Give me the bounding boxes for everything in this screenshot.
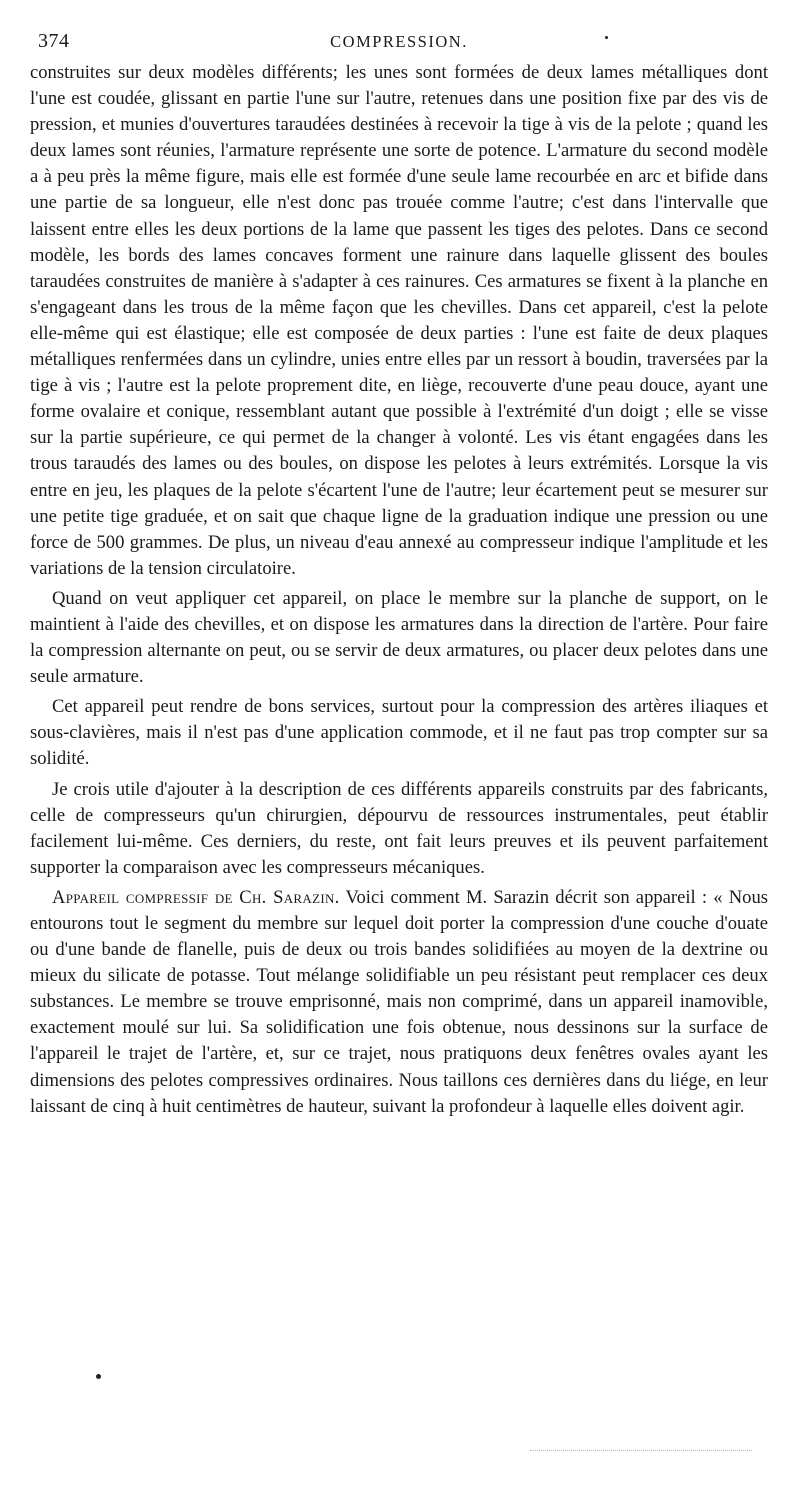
- body-text: [30, 60, 768, 1120]
- paragraph-assessment: Cet appareil peut rendre de bons services, surtout pour la compression des artères iliaques et sous-clavières, mais il n'est pas d'une application commode, et il ne faut pas trop compter sur sa solidité.: [30, 696, 768, 770]
- paragraph-application: Quand on veut appliquer cet appareil, on place le membre sur la planche de support, on le maintient à l'aide des chevilles, et on dispose les armatures dans la direction de l'artère. Pour faire la compression alternante on peut, ou se servir de deux armatures, ou placer deux pelotes dans une seule armature.: [30, 587, 768, 688]
- ink-speck: [605, 36, 608, 39]
- paragraph-armatures: construites sur deux modèles différents; les unes sont formées de deux lames métalliques dont l'une est coudée, glissant en partie l'une sur l'autre, retenues dans une position fixe par des vis de pression, et munies d'ouvertures taraudées destinées à recevoir la tige à vis de la pelote ; quand les deux lames sont réunies, l'armature représente une sorte de potence. L'armature du second modèle a à peu près la même figure, mais elle est formée d'une seule lame recourbée en arc et bifide dans une partie de sa longueur, elle n'est donc pas trouée comme l'autre; c'est dans l'intervalle que laissent entre elles les deux portions de la lame que passent les tiges des pelotes. Dans ce second modèle, les bords des lames concaves forment une rainure dans laquelle glissent des boules taraudées construites de manière à s'adapter à ces rainures. Ces armatures se fixent à la planche en s'engageant dans les trous de la même façon que les chevilles. Dans cet appareil, c'est la pelote elle-même qui est élastique; elle est composée de deux parties : l'une est faite de deux plaques métalliques renfermées dans un cylindre, unies entre elles par un ressort à boudin, traversées par la tige à vis ; l'autre est la pelote proprement dite, en liège, recouverte d'une peau douce, ayant une forme ovalaire et conique, ressemblant autant que possible à l'extrémité d'un doigt ; elle se visse sur la partie supérieure, ce qui permet de la changer à volonté. Les vis étant engagées dans les trous taraudés des lames ou des boules, on dispose les pelotes à leurs extrémités. Lorsque la vis entre en jeu, les plaques de la pelote s'écartent l'une de l'autre; leur écartement peut se mesurer sur une petite tige graduée, et on sait que chaque ligne de la graduation indique une pression ou une force de 500 grammes. De plus, un niveau d'eau annexé au compresseur indique l'amplitude et les variations de la tension circulatoire.: [30, 62, 768, 579]
- page-number: 374: [38, 30, 70, 52]
- running-title: COMPRESSION.: [330, 32, 468, 51]
- paragraph-sarazin: [30, 885, 768, 1120]
- section-run-in-heading: Appareil compressif de Ch. Sarazin.: [52, 886, 340, 908]
- sarazin-description: Voici comment M. Sarazin décrit son appareil : « Nous entourons tout le segment du membre sur lequel doit porter la compression d'une couche d'ouate ou d'une bande de flanelle, puis de deux ou trois bandes solidifiées au moyen de la dextrine ou mieux du silicate de potasse. Tout mélange solidifiable un peu résistant peut remplacer ces deux substances. Le membre se trouve emprisonné, mais non comprimé, dans un appareil inamovible, exactement moulé sur lui. Sa solidification une fois obtenue, nous dessinons sur la surface de l'appareil le trajet de l'artère, et, sur ce trajet, nous pratiquons deux fenêtres ovales ayant les dimensions des pelotes compressives ordinaires. Nous taillons ces dernières dans du liége, en leur laissant de cinq à huit centimètres de hauteur, suivant la profondeur à laquelle elles doivent agir.: [30, 886, 768, 1117]
- page-header: [30, 30, 768, 54]
- footer-dotted-rule: [530, 1450, 752, 1451]
- ink-speck: [96, 1374, 101, 1379]
- book-page: [30, 30, 768, 1124]
- paragraph-improvised-compressors: Je crois utile d'ajouter à la description de ces différents appareils construits par des fabricants, celle de compresseurs qu'un chirurgien, dépourvu de ressources instrumentales, peut établir facilement lui-même. Ces derniers, du reste, ont fait leurs preuves et ils peuvent parfaitement supporter la comparaison avec les compresseurs mécaniques.: [30, 778, 768, 878]
